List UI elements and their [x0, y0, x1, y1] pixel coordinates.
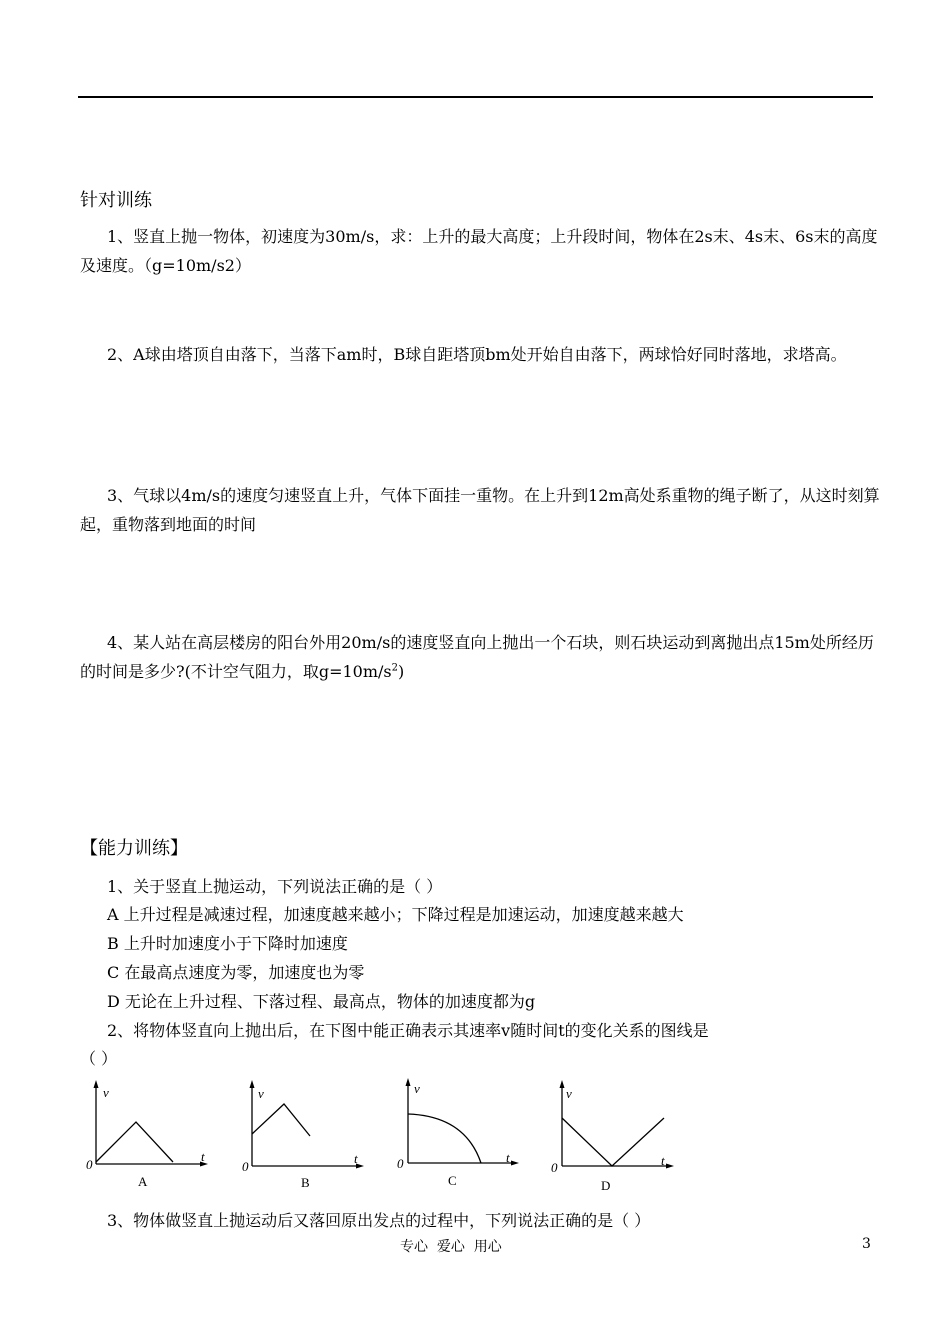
question-1: 1、竖直上抛一物体，初速度为30m/s，求：上升的最大高度；上升段时间，物体在2s末、4s末、6s末的高度及速度。（g=10m/s2）	[80, 227, 878, 275]
graph-d	[550, 1078, 680, 1193]
page-number: 3	[862, 1236, 871, 1252]
mc-question-3-stem: 3、物体做竖直上抛运动后又落回原出发点的过程中，下列说法正确的是（ ）	[107, 1211, 651, 1230]
graph-a-t-label: t	[201, 1149, 205, 1164]
graph-c	[395, 1076, 525, 1188]
question-4-superscript: 2	[391, 662, 398, 674]
footer-motto: 专心 爱心 用心	[400, 1239, 502, 1255]
mc-option-b: B 上升时加速度小于下降时加速度	[107, 934, 348, 953]
mc-question-2-stem: 2、将物体竖直向上抛出后，在下图中能正确表示其速率v随时间t的变化关系的图线是	[107, 1021, 709, 1040]
section-heading-targeted-training: 针对训练	[80, 190, 152, 211]
question-4	[80, 628, 880, 686]
question-3: 3、气球以4m/s的速度匀速竖直上升，气体下面挂一重物。在上升到12m高处系重物的绳子断了，从这时刻算起，重物落到地面的时间	[80, 486, 880, 534]
mc-option-c: C 在最高点速度为零，加速度也为零	[107, 963, 365, 982]
graph-d-label: D	[601, 1178, 611, 1193]
question-4-close: )	[397, 662, 405, 681]
graph-b-t-label: t	[354, 1151, 358, 1166]
mc-question-2-bracket: （ ）	[80, 1049, 118, 1068]
graph-d-t-label: t	[661, 1153, 665, 1168]
header-rule	[78, 96, 873, 98]
graph-b-label: B	[301, 1175, 310, 1190]
graph-b-origin: 0	[242, 1159, 249, 1174]
graph-d-origin: 0	[551, 1160, 558, 1175]
graph-a-label: A	[138, 1174, 148, 1189]
graph-c-v-label: v	[414, 1081, 420, 1096]
graph-b-v-label: v	[258, 1086, 264, 1101]
graph-a-v-label: v	[103, 1085, 109, 1100]
question-2: 2、A球由塔顶自由落下，当落下am时，B球自距塔顶bm处开始自由落下，两球恰好同时落地，求塔高。	[107, 345, 847, 364]
graph-a-origin: 0	[86, 1157, 93, 1172]
graph-c-label: C	[448, 1173, 457, 1188]
graph-c-origin: 0	[397, 1156, 404, 1171]
graph-b	[240, 1078, 370, 1190]
mc-option-d: D 无论在上升过程、下落过程、最高点，物体的加速度都为g	[107, 992, 536, 1011]
section-heading-ability-training: 【能力训练】	[80, 838, 188, 859]
graph-d-v-label: v	[566, 1086, 572, 1101]
graph-a	[84, 1078, 214, 1190]
question-4-text: 4、某人站在高层楼房的阳台外用20m/s的速度竖直向上抛出一个石块，则石块运动到离抛出点15m处所经历的时间是多少?(不计空气阻力，取g=10m/s	[80, 633, 874, 681]
mc-question-1-stem: 1、关于竖直上抛运动，下列说法正确的是（ ）	[107, 877, 443, 896]
mc-option-a: A 上升过程是减速过程，加速度越来越小；下降过程是加速运动，加速度越来越大	[107, 905, 684, 924]
graph-c-t-label: t	[506, 1150, 510, 1165]
